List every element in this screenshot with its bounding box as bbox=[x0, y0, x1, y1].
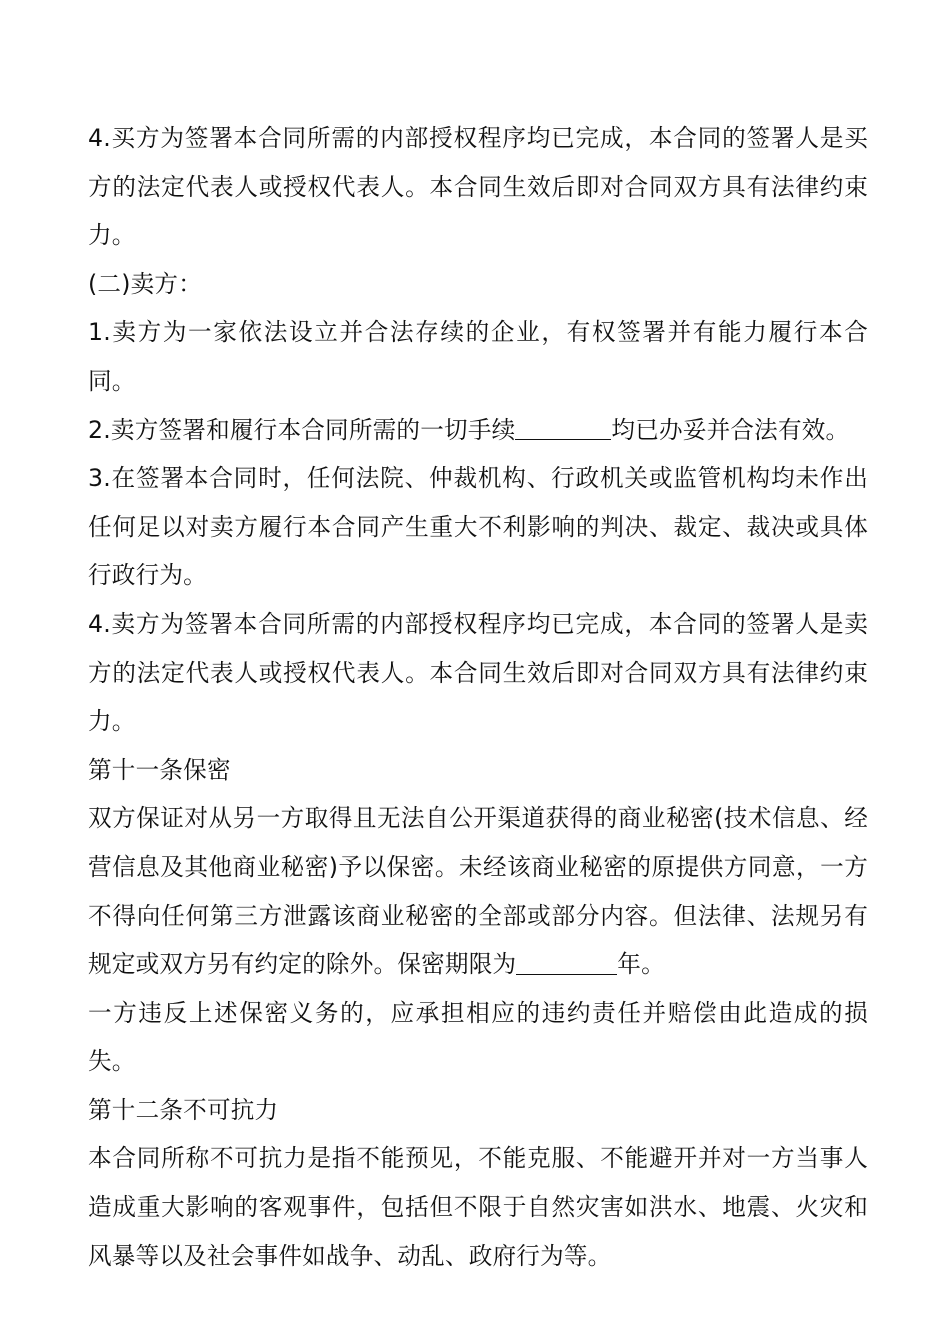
article-11-heading: 第十一条保密 bbox=[88, 755, 231, 784]
seller-clause-2-before: 2.卖方签署和履行本合同所需的一切手续 bbox=[88, 415, 516, 444]
seller-clause-2-after: 均已办妥并合法有效。 bbox=[611, 415, 850, 444]
confidentiality-term-blank-field[interactable] bbox=[516, 949, 617, 975]
confidentiality-clause bbox=[88, 794, 868, 988]
seller-clause-2 bbox=[88, 406, 868, 455]
force-majeure-clause: 本合同所称不可抗力是指不能预见，不能克服、不能避开并对一方当事人造成重大影响的客观事件，包括但不限于自然灾害如洪水、地震、火灾和风暴等以及社会事件如战争、动乱、政府行为等。 bbox=[88, 1144, 868, 1270]
breach-of-confidentiality-clause: 一方违反上述保密义务的，应承担相应的违约责任并赔偿由此造成的损失。 bbox=[88, 998, 868, 1076]
seller-clause-4: 4.卖方为签署本合同所需的内部授权程序均已完成，本合同的签署人是卖方的法定代表人或授权代表人。本合同生效后即对合同双方具有法律约束力。 bbox=[88, 609, 868, 736]
buyer-clause-4: 4.买方为签署本合同所需的内部授权程序均已完成，本合同的签署人是买方的法定代表人或授权代表人。本合同生效后即对合同双方具有法律约束力。 bbox=[88, 124, 868, 250]
seller-clause-3: 3.在签署本合同时，任何法院、仲裁机构、行政机关或监管机构均未作出任何足以对卖方履行本合同产生重大不利影响的判决、裁定、裁决或具体行政行为。 bbox=[88, 464, 868, 590]
procedures-blank-field[interactable] bbox=[515, 415, 611, 441]
contract-body bbox=[88, 114, 868, 1280]
seller-clause-1: 1.卖方为一家依法设立并合法存续的企业，有权签署并有能力履行本合同。 bbox=[88, 318, 868, 395]
confidentiality-clause-before: 双方保证对从另一方取得且无法自公开渠道获得的商业秘密(技术信息、经营信息及其他商业秘密)予以保密。未经该商业秘密的原提供方同意，一方不得向任何第三方泄露该商业秘密的全部或部分内容。但法律、法规另有规定或双方另有约定的除外。保密期限为 bbox=[88, 804, 868, 979]
confidentiality-clause-after: 年。 bbox=[617, 950, 665, 979]
seller-heading: (二)卖方： bbox=[88, 269, 202, 298]
article-12-heading: 第十二条不可抗力 bbox=[88, 1095, 279, 1124]
